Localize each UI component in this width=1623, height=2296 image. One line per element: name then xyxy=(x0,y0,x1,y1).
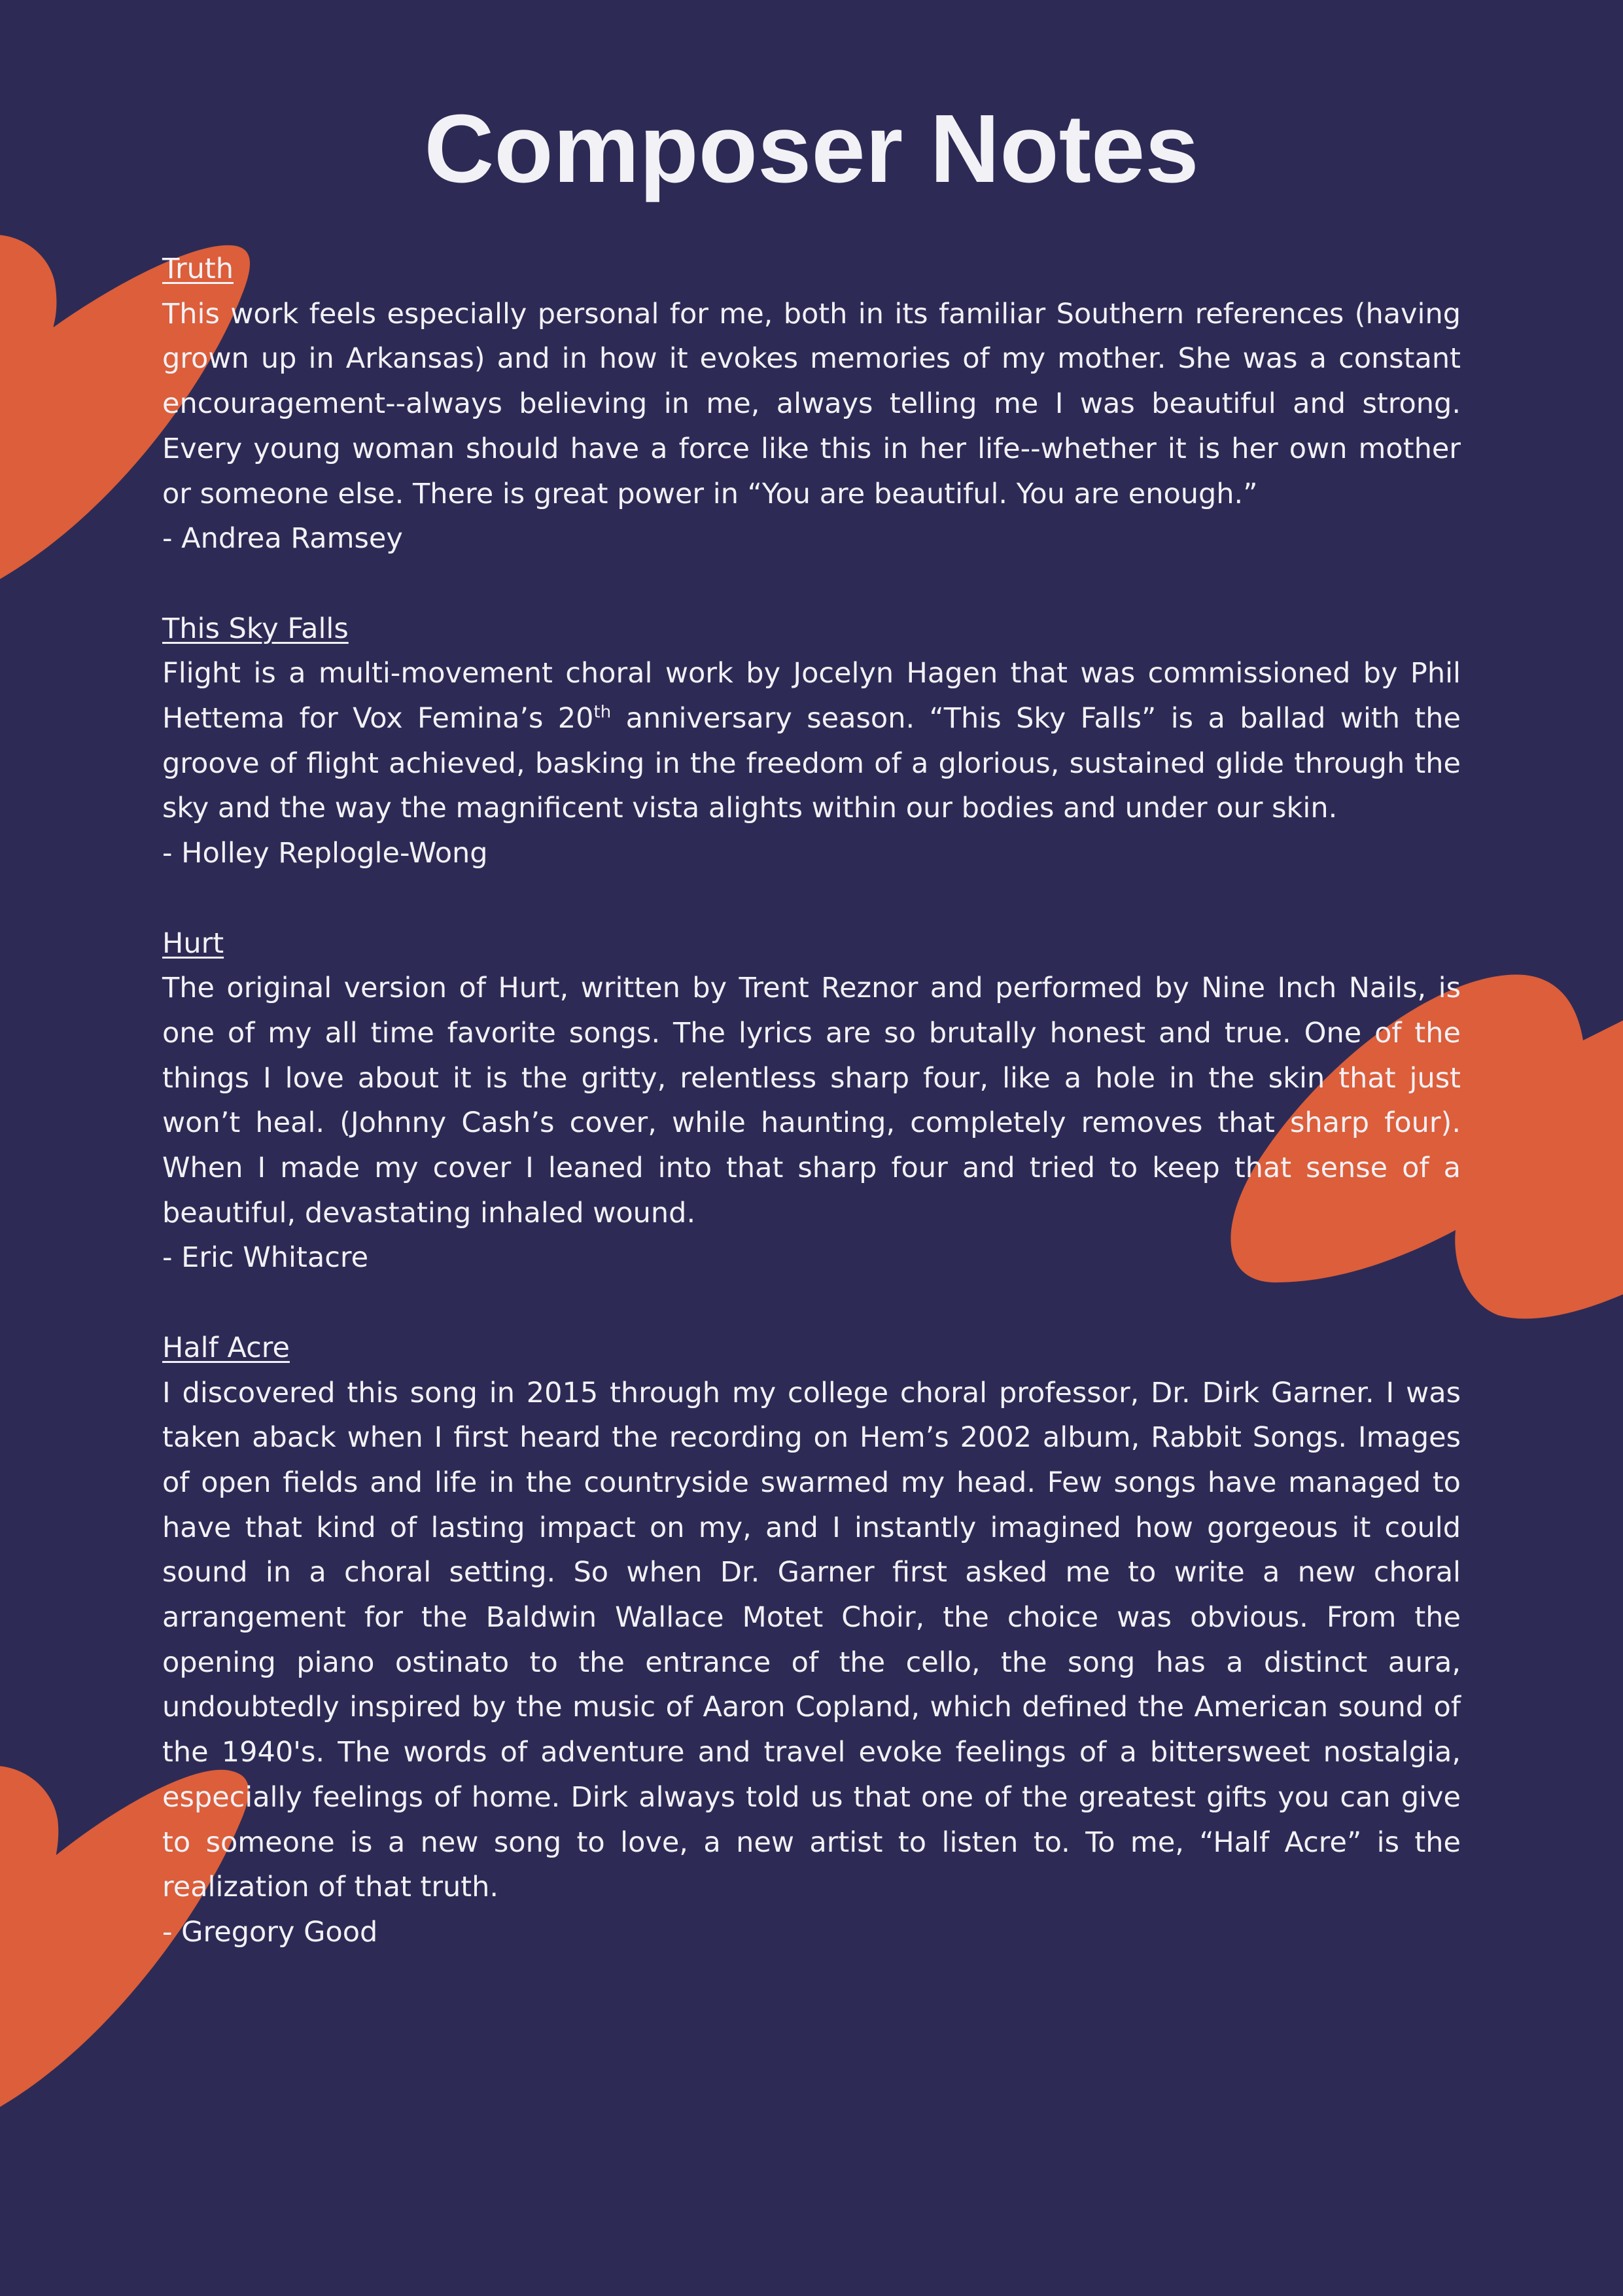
notes-content xyxy=(162,247,1461,2000)
note-author: - Holley Replogle-Wong xyxy=(162,837,488,870)
note-this-sky-falls xyxy=(162,607,1461,876)
ordinal-suffix: th xyxy=(593,702,612,722)
note-body: The original version of Hurt, written by Trent Reznor and performed by Nine Inch Nails, is one of my all time favorite songs. The lyrics are so brutally honest and true. One of the things I love about it is the gritty, relentless sharp four, like a hole in the skin that just won’t heal. (Johnny Cash’s cover, while haunting, completely removes that sharp four). When I made my cover I leaned into that sharp four and tried to keep that sense of a beautiful, devastating inhaled wound. xyxy=(162,972,1461,1229)
note-body: This work feels especially personal for me, both in its familiar Southern references (having grown up in Arkansas) and in how it evokes memories of my mother. She was a constant encouragement--always believing in me, always telling me I was beautiful and strong. Every young woman should have a force like this in her life--whether it is her own mother or someone else. There is great power in “You are beautiful. You are enough.” xyxy=(162,297,1461,510)
note-body xyxy=(162,651,1461,831)
note-author: - Gregory Good xyxy=(162,1915,378,1949)
note-half-acre xyxy=(162,1326,1461,1955)
note-heading: Truth xyxy=(162,253,234,285)
note-hurt xyxy=(162,921,1461,1281)
note-author: - Andrea Ramsey xyxy=(162,522,403,556)
note-body-text: Flight is a multi-movement choral work by Jocelyn Hagen that was commissioned by Phil Hettema for Vox Femina’s 20 xyxy=(162,657,1461,735)
note-heading: Hurt xyxy=(162,927,224,960)
note-body: I discovered this song in 2015 through my college choral professor, Dr. Dirk Garner. I was taken aback when I first heard the recording on Hem’s 2002 album, Rabbit Songs. Images of open fields and life in the countryside swarmed my head. Few songs have managed to have that kind of lasting impact on my, and I instantly imagined how gorgeous it could sound in a choral setting. So when Dr. Garner first asked me to write a new choral arrangement for the Baldwin Wallace Motet Choir, the choice was obvious. From the opening piano ostinato to the entrance of the cello, the song has a distinct aura, undoubtedly inspired by the music of Aaron Copland, which defined the American sound of the 1940's. The words of adventure and travel evoke feelings of a bittersweet nostalgia, especially feelings of home. Dirk always told us that one of the greatest gifts you can give to someone is a new song to love, a new artist to listen to. To me, “Half Acre” is the realization of that truth. xyxy=(162,1376,1461,1904)
note-heading: Half Acre xyxy=(162,1331,290,1364)
note-author: - Eric Whitacre xyxy=(162,1241,369,1275)
note-truth xyxy=(162,247,1461,561)
note-body-text: anniversary season. “This Sky Falls” is a ballad with the groove of flight achieved, basking in the freedom of a glorious, sustained glide through the sky and the way the magnificent vista alights within our bodies and under our skin. xyxy=(162,702,1461,825)
note-heading: This Sky Falls xyxy=(162,612,349,645)
page-title: Composer Notes xyxy=(424,95,1199,203)
